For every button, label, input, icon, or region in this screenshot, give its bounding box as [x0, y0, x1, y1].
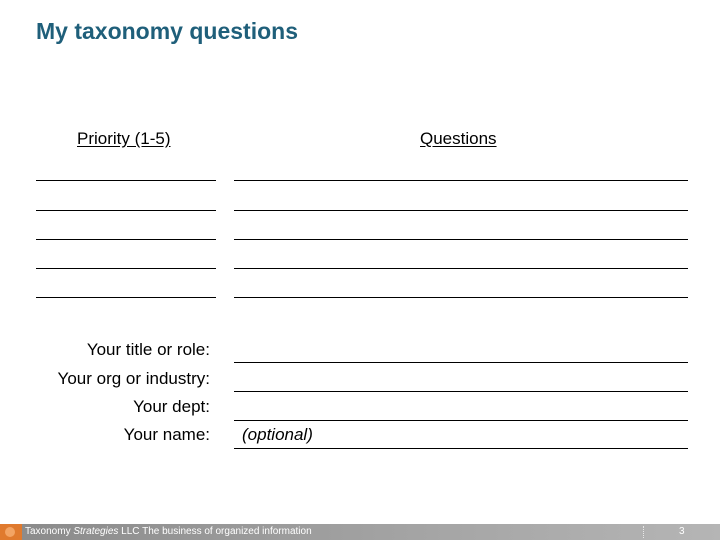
question-blank-5[interactable]	[234, 297, 688, 298]
priority-blank-1[interactable]	[36, 180, 216, 181]
footer-bar	[0, 524, 720, 540]
questions-column-header: Questions	[420, 129, 497, 148]
org-industry-label: Your org or industry:	[57, 369, 210, 388]
footer-caption	[25, 526, 312, 537]
name-label: Your name:	[123, 425, 210, 444]
priority-blank-4[interactable]	[36, 268, 216, 269]
dept-label: Your dept:	[133, 397, 210, 416]
title-role-label: Your title or role:	[86, 340, 210, 359]
priority-column-header: Priority (1-5)	[77, 129, 171, 148]
footer-tagline: The business of organized information	[139, 526, 312, 537]
name-blank[interactable]	[234, 448, 688, 449]
name-optional-hint: (optional)	[242, 425, 313, 444]
company-suffix: LLC	[118, 526, 140, 537]
dept-blank[interactable]	[234, 420, 688, 421]
slide-title: My taxonomy questions	[36, 18, 298, 44]
question-blank-4[interactable]	[234, 268, 688, 269]
question-blank-3[interactable]	[234, 239, 688, 240]
priority-blank-2[interactable]	[36, 210, 216, 211]
title-role-blank[interactable]	[234, 362, 688, 363]
priority-blank-3[interactable]	[36, 239, 216, 240]
company-prefix: Taxonomy	[25, 526, 74, 537]
footer-divider	[643, 526, 644, 538]
page-number: 3	[679, 526, 685, 537]
company-italic: Strategies	[73, 526, 119, 537]
company-logo-icon	[0, 524, 22, 540]
question-blank-1[interactable]	[234, 180, 688, 181]
question-blank-2[interactable]	[234, 210, 688, 211]
org-industry-blank[interactable]	[234, 391, 688, 392]
priority-blank-5[interactable]	[36, 297, 216, 298]
